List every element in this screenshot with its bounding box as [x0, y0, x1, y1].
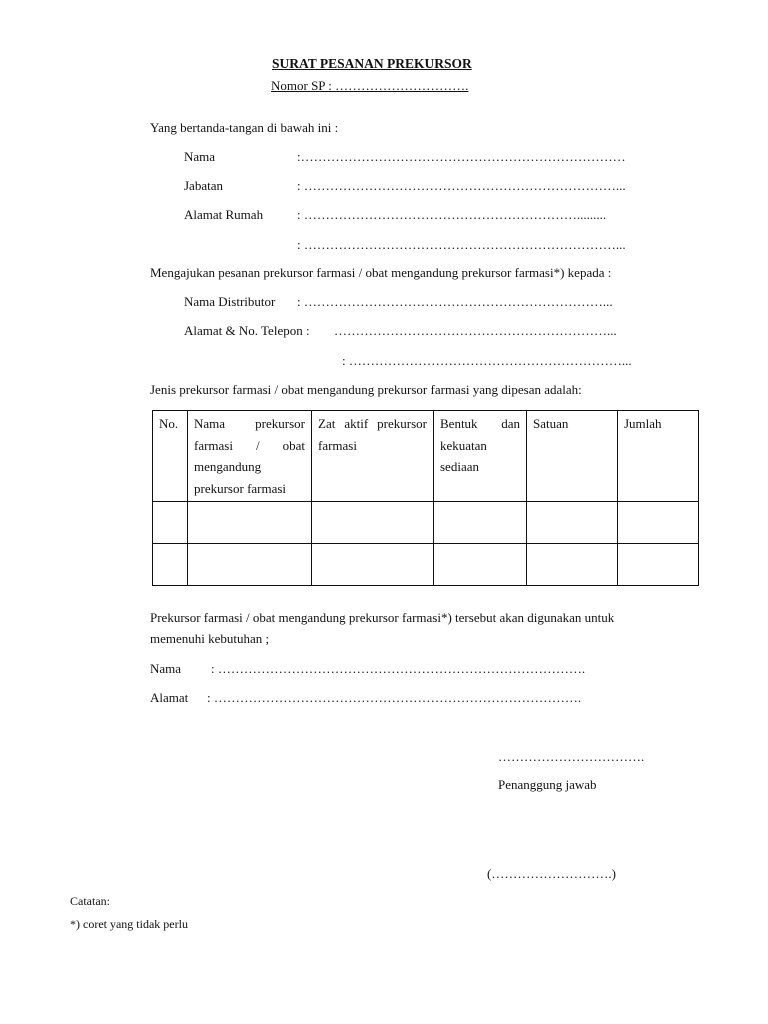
penerima-nama-field: : …………………………………………………………………………. — [211, 661, 586, 676]
table-row — [153, 544, 699, 586]
table-row — [153, 502, 699, 544]
pemesan-nama-label: Nama — [184, 149, 216, 164]
signature-name-blank: (……………………….) — [487, 866, 616, 881]
distributor-alamat-field-2: : ………………………………………………………... — [342, 353, 632, 368]
prekursor-order-table — [152, 410, 699, 586]
penggunaan-text-line1: Prekursor farmasi / obat mengandung prekursor farmasi*) tersebut akan digunakan untuk — [150, 610, 615, 625]
penerima-nama-label: Nama — [150, 661, 182, 676]
pemesan-jabatan-field: : ………………………………………………………………... — [297, 178, 626, 193]
cell-no — [153, 544, 188, 586]
cell-bentuk — [434, 502, 527, 544]
distributor-alamat-label: Alamat & No. Telepon : — [184, 323, 310, 338]
cell-jumlah — [618, 544, 699, 586]
cell-no — [153, 502, 188, 544]
penerima-alamat-field: : …………………………………………………………………………. — [207, 690, 582, 705]
distributor-nama-field: : ……………………………………………………………... — [297, 294, 613, 309]
pemesan-alamat-label: Alamat Rumah — [184, 207, 264, 222]
signature-role: Penanggung jawab — [498, 777, 597, 792]
pemesan-alamat-field-2: : ………………………………………………………………... — [297, 237, 626, 252]
jenis-intro-text: Jenis prekursor farmasi / obat mengandung prekursor farmasi yang dipesan adalah: — [150, 382, 582, 397]
cell-zat-aktif — [312, 502, 434, 544]
cell-satuan — [527, 544, 618, 586]
pemesan-nama-field: :………………………………………………………………… — [297, 149, 626, 164]
cell-zat-aktif — [312, 544, 434, 586]
cell-satuan — [527, 502, 618, 544]
cell-nama — [188, 544, 312, 586]
header-no: No. — [153, 411, 188, 502]
intro-text: Yang bertanda-tangan di bawah ini : — [150, 120, 339, 135]
pengajuan-text: Mengajukan pesanan prekursor farmasi / obat mengandung prekursor farmasi*) kepada : — [150, 265, 612, 280]
nomor-sp: Nomor SP : …………………………. — [271, 78, 469, 93]
distributor-nama-label: Nama Distributor — [184, 294, 276, 309]
table-header-row — [153, 411, 699, 502]
cell-jumlah — [618, 502, 699, 544]
header-nama-prekursor: Nama prekursor farmasi / obat mengandung prekursor farmasi — [188, 411, 312, 502]
cell-nama — [188, 502, 312, 544]
signature-place-date: ……………………………. — [498, 749, 645, 764]
document-title: SURAT PESANAN PREKURSOR — [272, 56, 472, 71]
header-jumlah: Jumlah — [618, 411, 699, 502]
header-zat-aktif: Zat aktif prekursor farmasi — [312, 411, 434, 502]
catatan-note: *) coret yang tidak perlu — [70, 917, 188, 931]
distributor-alamat-field: ………………………………………………………... — [334, 323, 617, 338]
header-bentuk-kekuatan: Bentuk dan kekuatan sediaan — [434, 411, 527, 502]
pemesan-alamat-field: : ………………………………………………………......... — [297, 207, 607, 222]
penerima-alamat-label: Alamat — [150, 690, 189, 705]
pemesan-jabatan-label: Jabatan — [184, 178, 223, 193]
catatan-label: Catatan: — [70, 894, 110, 908]
header-satuan: Satuan — [527, 411, 618, 502]
cell-bentuk — [434, 544, 527, 586]
penggunaan-text-line2: memenuhi kebutuhan ; — [150, 631, 270, 646]
